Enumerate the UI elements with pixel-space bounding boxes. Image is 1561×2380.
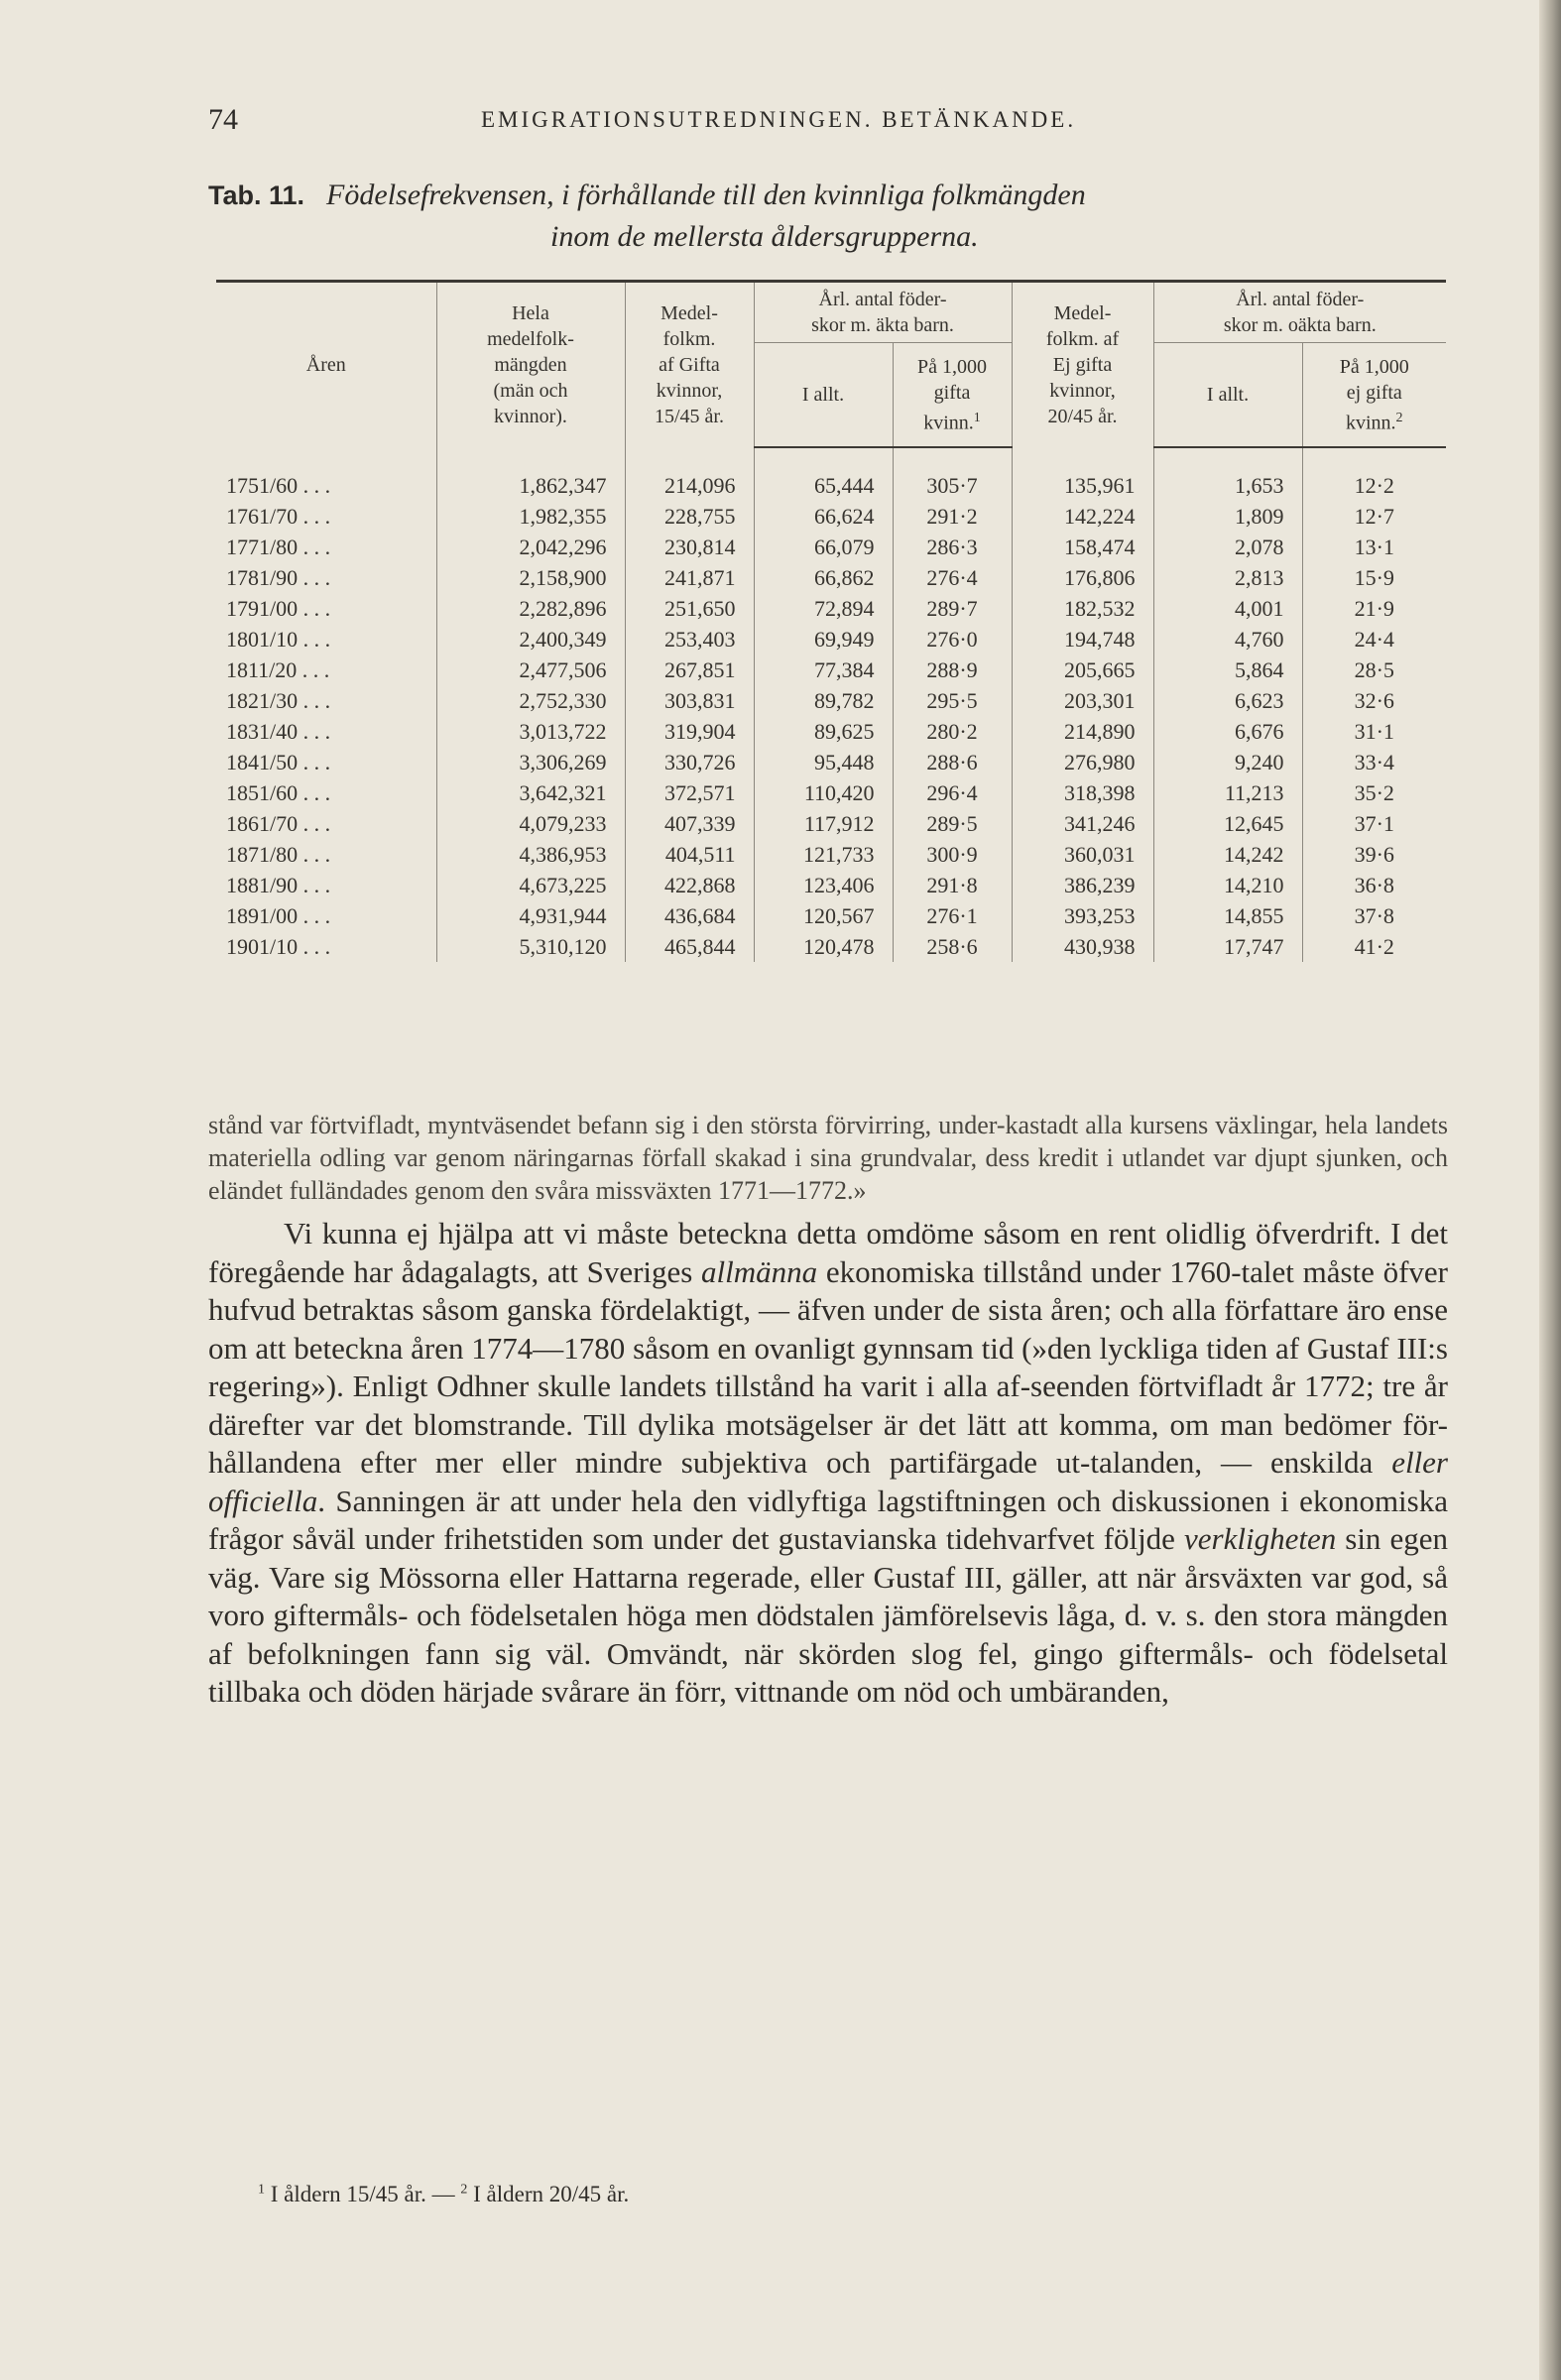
cell-oakta-pa1000: 15·9: [1302, 562, 1446, 593]
cell-period: 1781/90 . . .: [226, 564, 331, 590]
paragraph-2-part-a: Vi kunna ej hjälpa att vi måste beteckna detta omdöme såsom en rent olidlig öfverdrift. I det föregående har ådagalagts, att Sveriges: [208, 1216, 1448, 1289]
cell-oakta-allt: 9,240: [1153, 747, 1302, 777]
cell-akta-allt: 123,406: [754, 870, 893, 900]
emphasis-officiella: eller officiella: [208, 1445, 1448, 1518]
cell-akta-allt: 69,949: [754, 624, 893, 654]
cell-medel-gifta: 267,851: [625, 654, 754, 685]
cell-medel-ejgifta: 341,246: [1012, 808, 1153, 839]
running-header: [208, 103, 1468, 143]
cell-oakta-allt: 1,809: [1153, 501, 1302, 532]
cell-oakta-allt: 4,760: [1153, 624, 1302, 654]
cell-hela: 2,282,896: [436, 593, 625, 624]
cell-hela: 3,013,722: [436, 716, 625, 747]
cell-hela: 3,306,269: [436, 747, 625, 777]
cell-period: 1831/40 . . .: [226, 718, 331, 744]
table-row: [216, 839, 1446, 870]
cell-akta-allt: 89,625: [754, 716, 893, 747]
cell-period: 1881/90 . . .: [226, 872, 331, 897]
cell-akta-allt: 89,782: [754, 685, 893, 716]
cell-oakta-pa1000: 37·8: [1302, 900, 1446, 931]
header-medel-gifta: Medel- folkm. af Gifta kvinnor, 15/45 år.: [625, 282, 754, 448]
cell-akta-allt: 66,862: [754, 562, 893, 593]
cell-period: 1801/10 . . .: [226, 626, 331, 652]
cell-hela: 2,042,296: [436, 532, 625, 562]
table-spacer-row: [216, 447, 1446, 470]
cell-akta-pa1000: 258·6: [893, 931, 1012, 962]
paragraph-2-part-d: sin egen väg. Vare sig Mössorna eller Hattarna regerade, eller Gustaf III, gäller, att när årsväxten var god, så voro giftermåls- och födelsetalen höga men dödstalen jämförelsevis låga, d. v. s. den stora mängden af befolkningen fann sig väl. Omvändt, när skörden slog fel, gingo giftermåls- och födelsetal tillbaka och döden härjade svårare än förr, vittnande om nöd och umbäranden,: [208, 1521, 1448, 1709]
table-row: [216, 624, 1446, 654]
cell-medel-gifta: 422,868: [625, 870, 754, 900]
cell-oakta-allt: 12,645: [1153, 808, 1302, 839]
cell-oakta-allt: 17,747: [1153, 931, 1302, 962]
fertility-table: [216, 280, 1446, 962]
cell-oakta-pa1000: 21·9: [1302, 593, 1446, 624]
header-hela: Hela medelfolk- mängden (män och kvinnor).: [436, 282, 625, 448]
cell-medel-ejgifta: 203,301: [1012, 685, 1153, 716]
cell-hela: 2,477,506: [436, 654, 625, 685]
table-row: [216, 654, 1446, 685]
cell-oakta-allt: 14,210: [1153, 870, 1302, 900]
cell-medel-gifta: 251,650: [625, 593, 754, 624]
running-title: EMIGRATIONSUTREDNINGEN. BETÄNKANDE.: [481, 107, 1077, 132]
cell-oakta-allt: 6,623: [1153, 685, 1302, 716]
table-row: [216, 900, 1446, 931]
cell-medel-gifta: 253,403: [625, 624, 754, 654]
paragraph-2-part-b: ekonomiska tillstånd under 1760-talet måste öfver hufvud betraktas såsom ganska fördelaktigt, — äfven under de sista åren; och alla författare äro ense om att beteckna åren 1774—1780 såsom en ovanligt gynnsam tid (»den lyckliga tiden af Gustaf III:s regering»). Enligt Odhner skulle landets tillstånd ha varit i alla af-seenden förtvifladt år 1772; tre år därefter var det blomstrande. Till dylika motsägelser är det lätt att komma, om man bedömer för-hållandena efter mer eller mindre subjektiva och partifärgade ut-talanden, — enskilda: [208, 1253, 1448, 1480]
cell-medel-ejgifta: 430,938: [1012, 931, 1153, 962]
cell-akta-pa1000: 276·1: [893, 900, 1012, 931]
cell-medel-gifta: 241,871: [625, 562, 754, 593]
cell-period: 1891/00 . . .: [226, 902, 331, 928]
cell-medel-ejgifta: 318,398: [1012, 777, 1153, 808]
table-row: [216, 470, 1446, 501]
cell-medel-ejgifta: 393,253: [1012, 900, 1153, 931]
cell-period: 1871/80 . . .: [226, 841, 331, 867]
cell-medel-gifta: 404,511: [625, 839, 754, 870]
table-caption: [208, 175, 1468, 258]
table-row: [216, 777, 1446, 808]
footnote-1-text: I åldern 15/45 år. —: [265, 2182, 461, 2206]
cell-medel-ejgifta: 158,474: [1012, 532, 1153, 562]
cell-period: 1851/60 . . .: [226, 779, 331, 805]
cell-hela: 4,386,953: [436, 839, 625, 870]
cell-medel-gifta: 465,844: [625, 931, 754, 962]
cell-oakta-allt: 14,242: [1153, 839, 1302, 870]
cell-akta-pa1000: 289·5: [893, 808, 1012, 839]
body-text: [208, 1109, 1448, 1712]
table-row: [216, 716, 1446, 747]
cell-akta-pa1000: 276·4: [893, 562, 1012, 593]
table-number: Tab. 11.: [208, 180, 305, 210]
table-row: [216, 562, 1446, 593]
header-aren: Åren: [216, 282, 436, 448]
cell-medel-gifta: 228,755: [625, 501, 754, 532]
cell-period: 1821/30 . . .: [226, 687, 331, 713]
cell-oakta-allt: 2,078: [1153, 532, 1302, 562]
cell-oakta-pa1000: 28·5: [1302, 654, 1446, 685]
cell-oakta-allt: 1,653: [1153, 470, 1302, 501]
cell-hela: 4,079,233: [436, 808, 625, 839]
cell-hela: 2,752,330: [436, 685, 625, 716]
cell-akta-pa1000: 288·9: [893, 654, 1012, 685]
cell-period: 1901/10 . . .: [226, 933, 331, 959]
cell-akta-pa1000: 291·2: [893, 501, 1012, 532]
cell-hela: 2,158,900: [436, 562, 625, 593]
table-row: [216, 747, 1446, 777]
page-number: 74: [208, 103, 238, 136]
cell-oakta-pa1000: 31·1: [1302, 716, 1446, 747]
cell-oakta-pa1000: 32·6: [1302, 685, 1446, 716]
cell-akta-allt: 66,079: [754, 532, 893, 562]
footnote-2-text: I åldern 20/45 år.: [467, 2182, 630, 2206]
cell-akta-allt: 117,912: [754, 808, 893, 839]
page-edge-shadow: [1539, 0, 1561, 2380]
cell-hela: 4,673,225: [436, 870, 625, 900]
cell-period: 1861/70 . . .: [226, 810, 331, 836]
cell-medel-gifta: 303,831: [625, 685, 754, 716]
cell-oakta-pa1000: 33·4: [1302, 747, 1446, 777]
table-row: [216, 532, 1446, 562]
cell-oakta-pa1000: 35·2: [1302, 777, 1446, 808]
cell-akta-pa1000: 280·2: [893, 716, 1012, 747]
cell-medel-ejgifta: 142,224: [1012, 501, 1153, 532]
cell-akta-allt: 66,624: [754, 501, 893, 532]
table-title-line1: Födelsefrekvensen, i förhållande till den kvinnliga folkmängden: [326, 178, 1086, 211]
cell-medel-ejgifta: 360,031: [1012, 839, 1153, 870]
header-oakta-pa1000: [1302, 343, 1446, 448]
cell-akta-allt: 121,733: [754, 839, 893, 870]
cell-akta-allt: 65,444: [754, 470, 893, 501]
cell-oakta-pa1000: 24·4: [1302, 624, 1446, 654]
cell-period: 1791/00 . . .: [226, 595, 331, 621]
cell-medel-ejgifta: 182,532: [1012, 593, 1153, 624]
header-oakta-allt: I allt.: [1153, 343, 1302, 448]
emphasis-verkligheten: verkligheten: [1184, 1521, 1337, 1556]
cell-oakta-pa1000: 39·6: [1302, 839, 1446, 870]
cell-oakta-pa1000: 12·2: [1302, 470, 1446, 501]
cell-akta-pa1000: 296·4: [893, 777, 1012, 808]
cell-akta-allt: 77,384: [754, 654, 893, 685]
header-akta-allt: I allt.: [754, 343, 893, 448]
table-row: [216, 870, 1446, 900]
paragraph-2: [208, 1215, 1448, 1712]
cell-akta-pa1000: 305·7: [893, 470, 1012, 501]
table-row: [216, 593, 1446, 624]
cell-medel-ejgifta: 176,806: [1012, 562, 1153, 593]
table-row: [216, 501, 1446, 532]
cell-akta-allt: 95,448: [754, 747, 893, 777]
cell-medel-ejgifta: 135,961: [1012, 470, 1153, 501]
cell-akta-allt: 72,894: [754, 593, 893, 624]
table-body: [216, 447, 1446, 962]
footnote-2-marker: 2: [460, 2182, 468, 2198]
paragraph-2-part-c: . Sanningen är att under hela den vidlyftiga lagstiftningen och diskussionen i ekonomiska frågor såväl under frihetstiden som under det gustavianska tidehvarfvet följde: [208, 1483, 1448, 1556]
cell-hela: 1,862,347: [436, 470, 625, 501]
footnote-marker-2: 2: [1395, 410, 1403, 425]
cell-akta-pa1000: 300·9: [893, 839, 1012, 870]
table-row: [216, 931, 1446, 962]
cell-period: 1841/50 . . .: [226, 749, 331, 774]
table-title-line2: inom de mellersta åldersgrupperna.: [550, 220, 979, 253]
cell-medel-ejgifta: 194,748: [1012, 624, 1153, 654]
cell-akta-allt: 110,420: [754, 777, 893, 808]
cell-akta-pa1000: 288·6: [893, 747, 1012, 777]
table-row: [216, 685, 1446, 716]
cell-oakta-allt: 6,676: [1153, 716, 1302, 747]
cell-akta-pa1000: 276·0: [893, 624, 1012, 654]
emphasis-allmanna: allmänna: [701, 1253, 818, 1289]
cell-medel-ejgifta: 214,890: [1012, 716, 1153, 747]
cell-oakta-allt: 5,864: [1153, 654, 1302, 685]
cell-akta-pa1000: 295·5: [893, 685, 1012, 716]
cell-hela: 5,310,120: [436, 931, 625, 962]
cell-period: 1771/80 . . .: [226, 534, 331, 559]
cell-medel-gifta: 214,096: [625, 470, 754, 501]
cell-hela: 3,642,321: [436, 777, 625, 808]
cell-oakta-pa1000: 41·2: [1302, 931, 1446, 962]
cell-oakta-allt: 14,855: [1153, 900, 1302, 931]
cell-medel-gifta: 436,684: [625, 900, 754, 931]
cell-akta-allt: 120,567: [754, 900, 893, 931]
header-akta-pa1000: [893, 343, 1012, 448]
cell-medel-gifta: 407,339: [625, 808, 754, 839]
header-oakta-group: Årl. antal föder- skor m. oäkta barn.: [1153, 282, 1446, 343]
footnote-1-marker: 1: [258, 2182, 265, 2198]
footnotes: [258, 2182, 629, 2207]
cell-period: 1761/70 . . .: [226, 503, 331, 529]
header-oakta-pa1000-text: På 1,000 ej gifta kvinn.: [1339, 355, 1409, 434]
cell-oakta-pa1000: 12·7: [1302, 501, 1446, 532]
cell-medel-gifta: 330,726: [625, 747, 754, 777]
header-medel-ejgifta: Medel- folkm. af Ej gifta kvinnor, 20/45 år.: [1012, 282, 1153, 448]
cell-akta-allt: 120,478: [754, 931, 893, 962]
cell-medel-gifta: 319,904: [625, 716, 754, 747]
header-akta-group: Årl. antal föder- skor m. äkta barn.: [754, 282, 1012, 343]
cell-hela: 4,931,944: [436, 900, 625, 931]
cell-oakta-allt: 4,001: [1153, 593, 1302, 624]
cell-oakta-pa1000: 37·1: [1302, 808, 1446, 839]
fertility-table-wrapper: [216, 280, 1446, 962]
table-row: [216, 808, 1446, 839]
cell-medel-gifta: 230,814: [625, 532, 754, 562]
cell-medel-ejgifta: 276,980: [1012, 747, 1153, 777]
cell-hela: 2,400,349: [436, 624, 625, 654]
cell-medel-gifta: 372,571: [625, 777, 754, 808]
cell-period: 1811/20 . . .: [226, 656, 330, 682]
footnote-marker-1: 1: [973, 410, 981, 425]
cell-medel-ejgifta: 386,239: [1012, 870, 1153, 900]
header-akta-pa1000-text: På 1,000 gifta kvinn.: [917, 355, 987, 434]
cell-oakta-allt: 11,213: [1153, 777, 1302, 808]
paragraph-1: stånd var förtvifladt, myntväsendet befann sig i den största förvirring, under-kastadt alla kursens växlingar, hela landets materiella odling var genom näringarnas förfall skakad i sina grundvalar, dess kredit i utlandet var djupt sjunken, och eländet fulländades genom den svåra missväxten 1771—1772.»: [208, 1111, 1448, 1205]
cell-hela: 1,982,355: [436, 501, 625, 532]
cell-akta-pa1000: 286·3: [893, 532, 1012, 562]
cell-medel-ejgifta: 205,665: [1012, 654, 1153, 685]
cell-akta-pa1000: 291·8: [893, 870, 1012, 900]
cell-period: 1751/60 . . .: [226, 472, 331, 498]
cell-oakta-allt: 2,813: [1153, 562, 1302, 593]
cell-akta-pa1000: 289·7: [893, 593, 1012, 624]
cell-oakta-pa1000: 13·1: [1302, 532, 1446, 562]
cell-oakta-pa1000: 36·8: [1302, 870, 1446, 900]
